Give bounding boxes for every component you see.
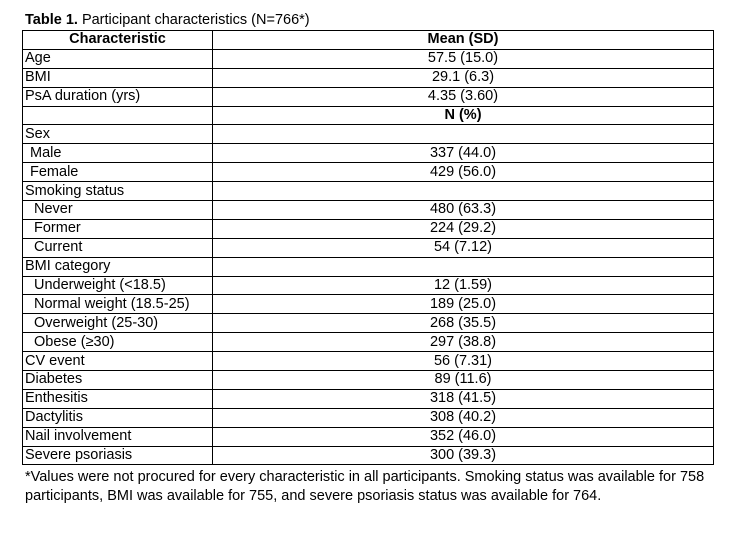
row-label: Female <box>23 163 213 182</box>
row-label: Overweight (25-30) <box>23 314 213 333</box>
table-row <box>23 276 714 295</box>
row-value <box>213 182 714 201</box>
row-label: Smoking status <box>23 182 213 201</box>
row-label: Former <box>23 219 213 238</box>
table-row <box>23 68 714 87</box>
table-row <box>23 389 714 408</box>
participant-characteristics-table <box>22 30 714 465</box>
row-value: 297 (38.8) <box>213 333 714 352</box>
header-mean-sd: Mean (SD) <box>213 31 714 50</box>
row-label: Enthesitis <box>23 389 213 408</box>
row-value: 300 (39.3) <box>213 446 714 465</box>
row-value: 337 (44.0) <box>213 144 714 163</box>
table-row <box>23 182 714 201</box>
row-value: 56 (7.31) <box>213 352 714 371</box>
table-row <box>23 163 714 182</box>
table-row <box>23 49 714 68</box>
table-row <box>23 333 714 352</box>
table-row <box>23 238 714 257</box>
subheader-empty <box>23 106 213 125</box>
table-row <box>23 427 714 446</box>
table-row <box>23 446 714 465</box>
table-row <box>23 408 714 427</box>
row-value <box>213 125 714 144</box>
row-label: Male <box>23 144 213 163</box>
row-value: 480 (63.3) <box>213 201 714 220</box>
header-row <box>23 31 714 50</box>
row-value: 54 (7.12) <box>213 238 714 257</box>
table-caption-text: Participant characteristics (N=766*) <box>77 12 310 28</box>
row-label: PsA duration (yrs) <box>23 87 213 106</box>
row-value: 4.35 (3.60) <box>213 87 714 106</box>
row-value: 352 (46.0) <box>213 427 714 446</box>
table-row <box>23 125 714 144</box>
table-row <box>23 219 714 238</box>
row-label: Never <box>23 201 213 220</box>
row-label: Diabetes <box>23 371 213 390</box>
table-row <box>23 144 714 163</box>
table-footnote: *Values were not procured for every characteristic in all participants. Smoking status was available for 758 participants, BMI was available for 755, and severe psoriasis status was available for 764. <box>25 469 705 504</box>
row-value: 268 (35.5) <box>213 314 714 333</box>
table-row <box>23 314 714 333</box>
row-label: BMI category <box>23 257 213 276</box>
row-value: 29.1 (6.3) <box>213 68 714 87</box>
table-row <box>23 352 714 371</box>
row-label: Sex <box>23 125 213 144</box>
table-row <box>23 257 714 276</box>
header-characteristic: Characteristic <box>23 31 213 50</box>
row-label: Age <box>23 49 213 68</box>
header-n-pct: N (%) <box>213 106 714 125</box>
row-value: 308 (40.2) <box>213 408 714 427</box>
row-label: Normal weight (18.5-25) <box>23 295 213 314</box>
row-value: 429 (56.0) <box>213 163 714 182</box>
table-row <box>23 371 714 390</box>
table-caption <box>25 11 310 29</box>
table-caption-label: Table 1. <box>25 12 78 28</box>
row-label: Severe psoriasis <box>23 446 213 465</box>
table-row <box>23 295 714 314</box>
row-label: Underweight (<18.5) <box>23 276 213 295</box>
row-value: 12 (1.59) <box>213 276 714 295</box>
row-value: 224 (29.2) <box>213 219 714 238</box>
row-value: 57.5 (15.0) <box>213 49 714 68</box>
row-label: CV event <box>23 352 213 371</box>
row-value <box>213 257 714 276</box>
row-label: BMI <box>23 68 213 87</box>
row-label: Current <box>23 238 213 257</box>
table-row <box>23 87 714 106</box>
row-value: 189 (25.0) <box>213 295 714 314</box>
row-value: 89 (11.6) <box>213 371 714 390</box>
row-label: Nail involvement <box>23 427 213 446</box>
row-value: 318 (41.5) <box>213 389 714 408</box>
row-label: Obese (≥30) <box>23 333 213 352</box>
subheader-row <box>23 106 714 125</box>
table-row <box>23 201 714 220</box>
row-label: Dactylitis <box>23 408 213 427</box>
